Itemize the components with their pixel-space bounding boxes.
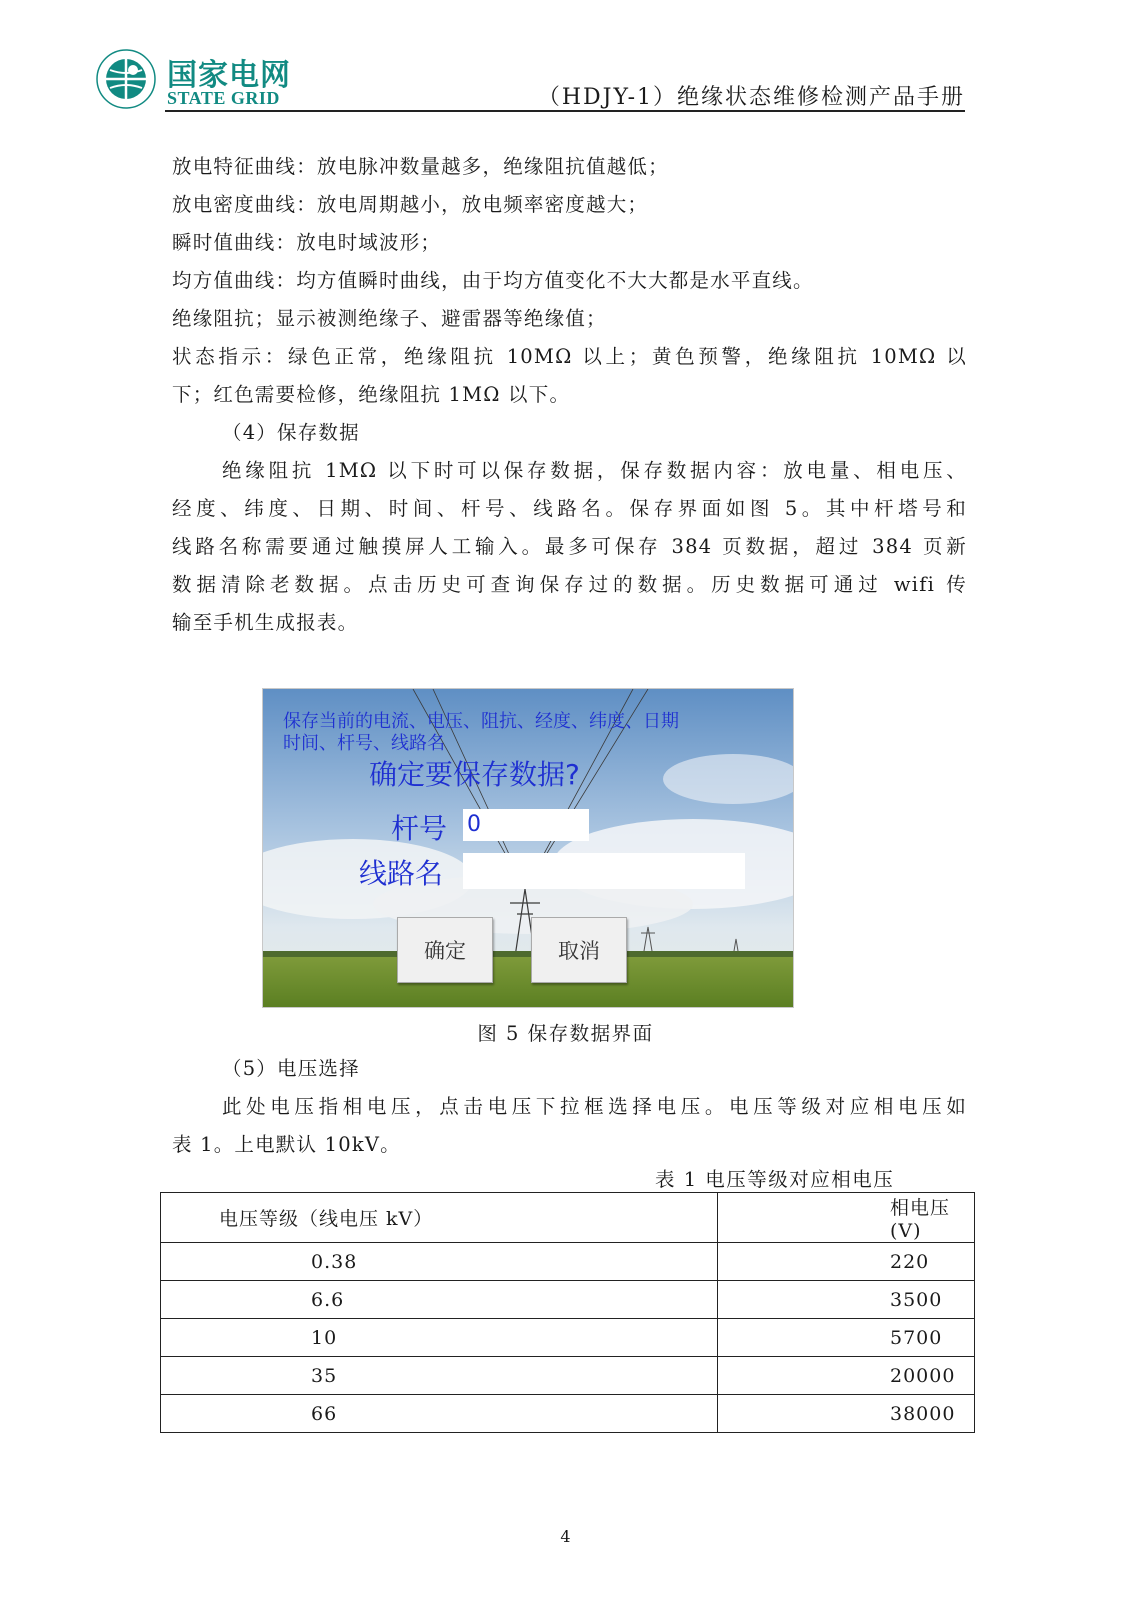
- state-grid-logo-icon: [95, 48, 157, 110]
- paragraph-line: 线路名称需要通过触摸屏人工输入。最多可保存 384 页数据，超过 384 页新: [172, 535, 967, 558]
- table-row: [161, 1319, 975, 1357]
- paragraph-line: 下；红色需要检修，绝缘阻抗 1MΩ 以下。: [172, 383, 571, 406]
- table-header-row: [161, 1193, 975, 1243]
- line-name-label: 线路名: [359, 857, 444, 890]
- page-header: [95, 40, 965, 115]
- paragraph-line: 经度、纬度、日期、时间、杆号、线路名。保存界面如图 5。其中杆塔号和: [172, 497, 967, 520]
- pole-number-input[interactable]: 0: [463, 809, 589, 841]
- voltage-table: [160, 1192, 975, 1433]
- logo-chinese-name: 国家电网: [167, 58, 291, 93]
- line-name-input[interactable]: [463, 853, 745, 889]
- save-info-line-2: 时间、杆号、线路名: [283, 733, 445, 754]
- table-cell: 35: [161, 1357, 718, 1395]
- table-cell: 3500: [718, 1281, 975, 1319]
- table-cell: 220: [718, 1243, 975, 1281]
- paragraph-line: 此处电压指相电压，点击电压下拉框选择电压。电压等级对应相电压如: [222, 1095, 967, 1118]
- table-cell: 0.38: [161, 1243, 718, 1281]
- table-header-cell: 电压等级（线电压 kV）: [161, 1193, 718, 1243]
- paragraph-line: 绝缘阻抗；显示被测绝缘子、避雷器等绝缘值；: [172, 307, 607, 330]
- paragraph-line: 输至手机生成报表。: [172, 611, 359, 634]
- save-info-line-1: 保存当前的电流、电压、阻抗、经度、纬度、日期: [283, 711, 679, 732]
- table-cell: 5700: [718, 1319, 975, 1357]
- paragraph-line: 表 1。上电默认 10kV。: [172, 1133, 401, 1156]
- table-cell: 20000: [718, 1357, 975, 1395]
- table-cell: 38000: [718, 1395, 975, 1433]
- section-heading: （4）保存数据: [222, 421, 360, 444]
- confirm-prompt: 确定要保存数据?: [369, 758, 580, 791]
- table-row: [161, 1243, 975, 1281]
- save-data-screen-figure: [262, 688, 794, 1008]
- pole-number-label: 杆号: [391, 812, 448, 845]
- curve-descriptions: [172, 148, 967, 642]
- document-title: （HDJY-1）绝缘状态维修检测产品手册: [537, 85, 965, 110]
- paragraph-line: 绝缘阻抗 1MΩ 以下时可以保存数据，保存数据内容：放电量、相电压、: [222, 459, 967, 482]
- section-heading: （5）电压选择: [222, 1057, 360, 1080]
- paragraph-line: 数据清除老数据。点击历史可查询保存过的数据。历史数据可通过 wifi 传: [172, 573, 967, 596]
- paragraph-line: 状态指示：绿色正常，绝缘阻抗 10MΩ 以上；黄色预警，绝缘阻抗 10MΩ 以: [172, 345, 967, 368]
- header-divider: [165, 110, 965, 112]
- figure-caption: 图 5 保存数据界面: [477, 1022, 654, 1045]
- logo-english-name: STATE GRID: [167, 88, 280, 108]
- paragraph-line: 放电密度曲线：放电周期越小，放电频率密度越大；: [172, 193, 649, 216]
- table-header-cell: 相电压(V): [718, 1193, 975, 1243]
- page-number: 4: [560, 1527, 571, 1546]
- table-cell: 66: [161, 1395, 718, 1433]
- table-row: [161, 1395, 975, 1433]
- voltage-section: [172, 1050, 967, 1164]
- table-row: [161, 1357, 975, 1395]
- table-row: [161, 1281, 975, 1319]
- table-caption: 表 1 电压等级对应相电压: [655, 1168, 895, 1191]
- paragraph-line: 瞬时值曲线：放电时域波形；: [172, 231, 442, 254]
- table-cell: 6.6: [161, 1281, 718, 1319]
- cancel-button[interactable]: 取消: [531, 917, 627, 983]
- table-cell: 10: [161, 1319, 718, 1357]
- paragraph-line: 放电特征曲线：放电脉冲数量越多，绝缘阻抗值越低；: [172, 155, 669, 178]
- ok-button[interactable]: 确定: [397, 917, 493, 983]
- paragraph-line: 均方值曲线：均方值瞬时曲线，由于均方值变化不大大都是水平直线。: [172, 269, 814, 292]
